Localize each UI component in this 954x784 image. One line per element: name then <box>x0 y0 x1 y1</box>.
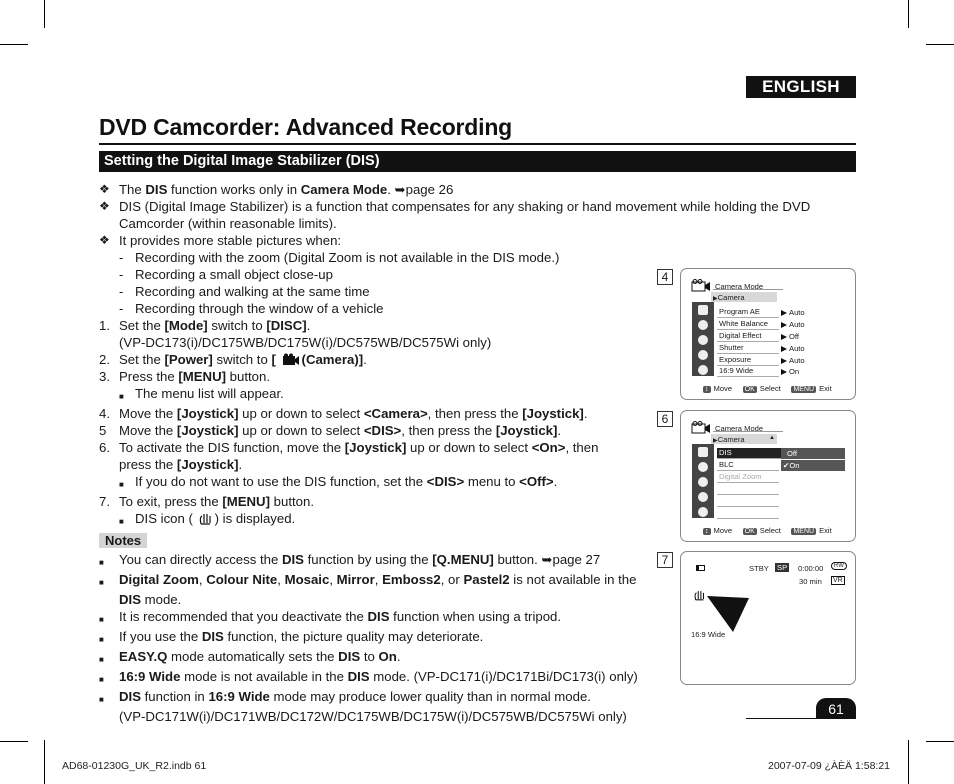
step-number-4: 4 <box>657 269 673 285</box>
language-badge: ENGLISH <box>746 76 856 98</box>
remaining-time: 30 min <box>799 577 822 586</box>
square-bullet-icon: ■ <box>119 517 124 526</box>
notes-label: Notes <box>99 533 147 548</box>
condition-item: - Recording with the zoom (Digital Zoom is not available in the DIS mode.) <box>119 250 560 265</box>
menu-value: On <box>781 367 799 376</box>
page-title: DVD Camcorder: Advanced Recording <box>99 114 513 140</box>
menu-row-dis[interactable]: DIS <box>717 448 781 459</box>
menu-footer: ↕ Move OK Select MENU Exit <box>705 526 832 535</box>
crop-mark <box>44 0 45 28</box>
step-number-7: 7 <box>657 552 673 568</box>
crop-mark <box>908 740 909 784</box>
page-number-rule <box>746 718 856 719</box>
intro-item: ❖ It provides more stable pictures when: <box>99 233 342 248</box>
menu-header: Camera Mode <box>715 424 764 433</box>
menu-selected: ▶Camera ▲ <box>711 434 777 444</box>
camera-icon <box>698 305 708 315</box>
title-rule <box>99 143 856 145</box>
camera-icon <box>282 353 300 366</box>
condition-item: - Recording through the window of a vehicle <box>119 301 384 316</box>
crop-mark <box>0 44 28 45</box>
menu-header: Camera Mode <box>715 282 764 291</box>
intro-item: ❖ DIS (Digital Image Stabilizer) is a function that compensates for any shaking or hand movement while holding the DVD <box>99 199 811 214</box>
bullet-icon: ❖ <box>99 233 110 247</box>
camera-mode-icon <box>691 421 711 434</box>
step-3: 3. Press the [MENU] button. <box>99 369 270 384</box>
menu-footer: ↕ Move OK Select MENU Exit <box>705 384 832 393</box>
section-heading: Setting the Digital Image Stabilizer (DIS) <box>99 151 856 172</box>
camera-menu-panel <box>680 268 856 400</box>
camera-mode-icon <box>691 279 711 292</box>
menu-value: Auto <box>781 320 805 329</box>
crop-mark <box>926 44 954 45</box>
menu-icon-column <box>692 444 714 518</box>
menu-row[interactable]: Shutter <box>717 343 779 354</box>
body-text: ❖ The DIS function works only in Camera Mode. ➥page 26 ❖ DIS (Digital Image Stabilizer) is a function that compensates for any shaking or hand movement while holding the DVD Camcorder (within reasonable limits). ❖ It provides more stable pictures when: - Recording with the zoom (Digital Zoom is not available in the DIS mode.) - Recording a small object close-up - Recording and walking at the same time - Recording through the window of a vehicle 1. Set the [Mode] switch to [DISC]. (VP-DC173(i)/DC175WB/DC175W(i)/DC575WB/DC575Wi only) 2. Set the [Power] switch to [ (Camera)]. 3. Press the [MENU] button. ■ The menu list will appear. 4. Move the [Joystick] up or down to select <Camera>, then press the [Joystick]. 5 Move the [Joystick] up or down to select <DIS>, then press the [Joystick]. 6. To activate the DIS function, move the [Joystick] up or down to select <On>, then press the [Joystick]. ■ If you do not want to use the DIS function, set the <DIS> menu to <Off>. 7. To exit, press the [MENU] button. ■ DIS icon ( ) is displayed. Notes ■ You can directly access the DIS function by using the [Q.MENU] button. ➥page 27 ■ Digital Zoom, Colour Nite, Mosaic, Mirror, Emboss2, or Pastel2 is not available in the DIS mode. ■ It is recommended that you deactivate the DIS function when using a tripod. ■ If you use the DIS function, the picture quality may deteriorate. ■ EASY.Q mode automatically sets the DIS to On. ■ 16:9 Wide mode is not available in the DIS mode. (VP-DC171(i)/DC171Bi/DC173(i) only) ■ DIS function in 16:9 Wide mode may produce lower quality than in normal mode. (VP-DC171W(i)/DC171WB/DC172W/DC175WB/DC175W(i)/DC575WB/DC575Wi only) <box>99 181 839 725</box>
person-icon <box>698 462 708 472</box>
bullet-icon: ❖ <box>99 199 110 213</box>
square-bullet-icon: ■ <box>119 392 124 401</box>
callout-pointer <box>707 594 751 634</box>
gear-icon <box>698 365 708 375</box>
step-1: 1. Set the [Mode] switch to [DISC]. <box>99 318 311 333</box>
menu-row[interactable]: Digital Effect <box>717 331 779 342</box>
note-item: ■ EASY.Q mode automatically sets the DIS to On. <box>99 649 401 664</box>
note-item: ■ If you use the DIS function, the picture quality may deteriorate. <box>99 629 484 644</box>
menu-row[interactable]: Exposure <box>717 355 779 366</box>
step-7: 7. To exit, press the [MENU] button. <box>99 494 314 509</box>
print-slug-right: 2007-07-09 ¿ÀÈÄ 1:58:21 <box>768 760 891 772</box>
step-number-6: 6 <box>657 411 673 427</box>
step-4: 4. Move the [Joystick] up or down to select <Camera>, then press the [Joystick]. <box>99 406 588 421</box>
gear-icon <box>698 507 708 517</box>
time-counter: 0:00:00 <box>798 564 824 573</box>
note-item: ■ 16:9 Wide mode is not available in the DIS mode. (VP-DC171(i)/DC171Bi/DC173(i) only) <box>99 669 638 684</box>
disc-type-badge: RW <box>831 562 847 570</box>
menu-row-digital-zoom[interactable]: Digital Zoom <box>717 472 779 483</box>
step-2: 2. Set the [Power] switch to [ (Camera)]. <box>99 352 367 367</box>
menu-value: Auto <box>781 344 805 353</box>
option-on[interactable]: ✔On <box>781 460 845 471</box>
menu-row[interactable]: Program AE <box>717 307 779 318</box>
square-bullet-icon: ■ <box>119 480 124 489</box>
dis-menu-panel <box>680 410 856 542</box>
settings-icon <box>698 335 708 345</box>
step-5: 5 Move the [Joystick] up or down to select <DIS>, then press the [Joystick]. <box>99 423 562 438</box>
crop-mark <box>908 0 909 28</box>
viewfinder-panel <box>680 551 856 685</box>
note-item: ■ Digital Zoom, Colour Nite, Mosaic, Mirror, Emboss2, or Pastel2 is not available in the <box>99 572 637 587</box>
camera-icon <box>698 447 708 457</box>
menu-row-blc[interactable]: BLC <box>717 460 779 471</box>
menu-row[interactable]: White Balance <box>717 319 779 330</box>
crop-mark <box>44 740 45 784</box>
menu-value: Auto <box>781 356 805 365</box>
note-item: ■ It is recommended that you deactivate the DIS function when using a tripod. <box>99 609 562 624</box>
print-slug-left: AD68-01230G_UK_R2.indb 61 <box>62 760 207 772</box>
menu-selected: ▶Camera <box>711 292 777 302</box>
up-arrow-icon: ▲ <box>769 435 775 441</box>
note-item: ■ You can directly access the DIS function by using the [Q.MENU] button. ➥page 27 <box>99 552 601 567</box>
sp-badge: SP <box>777 563 788 572</box>
option-off[interactable]: Off <box>781 448 845 459</box>
vr-badge: VR <box>833 577 843 584</box>
menu-icon-column <box>692 302 714 376</box>
intro-item: ❖ The DIS function works only in Camera Mode. ➥page 26 <box>99 182 454 197</box>
condition-item: - Recording a small object close-up <box>119 267 333 282</box>
page-number: 61 <box>816 698 856 718</box>
step-6: 6. To activate the DIS function, move the [Joystick] up or down to select <On>, then <box>99 440 599 455</box>
dis-hand-icon <box>198 512 214 525</box>
status-text: STBY <box>749 564 769 573</box>
condition-item: - Recording and walking at the same time <box>119 284 370 299</box>
menu-value: Off <box>781 332 799 341</box>
settings-icon <box>698 477 708 487</box>
wide-mode-label: 16:9 Wide <box>691 630 726 639</box>
menu-value: Auto <box>781 308 805 317</box>
disc-icon <box>698 492 708 502</box>
dis-hand-icon <box>693 589 707 601</box>
menu-row[interactable]: 16:9 Wide <box>717 366 779 377</box>
bullet-icon: ❖ <box>99 182 110 196</box>
battery-icon <box>696 565 705 571</box>
note-item: ■ DIS function in 16:9 Wide mode may produce lower quality than in normal mode. <box>99 689 591 704</box>
crop-mark <box>0 741 28 742</box>
person-icon <box>698 320 708 330</box>
crop-mark <box>926 741 954 742</box>
disc-icon <box>698 350 708 360</box>
